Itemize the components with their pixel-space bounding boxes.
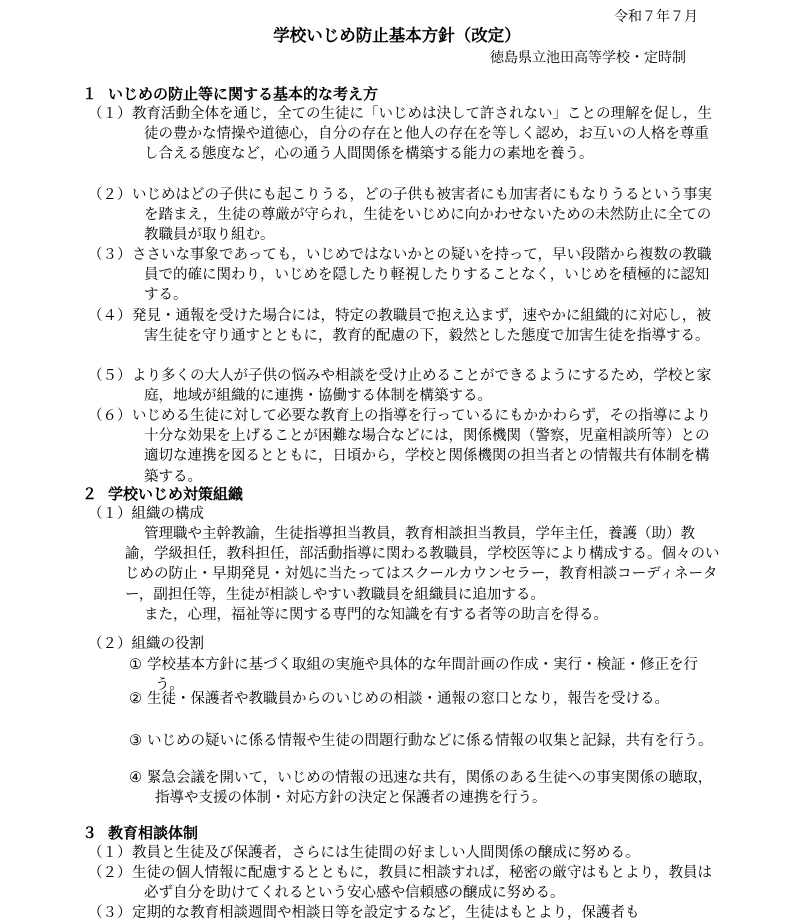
organization-advice-text: また，心理，福祉等に関する専門的な知識を有する者等の助言を得る。 — [144, 606, 608, 623]
policy-item — [88, 406, 722, 487]
policy-item — [88, 366, 722, 406]
section-heading — [82, 484, 243, 504]
item-label: （６） — [88, 408, 132, 424]
item-label: （３） — [88, 247, 132, 263]
organization-composition-text: 管理職や主幹教諭，生徒指導担当教員，教育相談担当教員，学年主任，養護（助）教諭，学級担任，教科担任，部活動指導に関わる教職員，学校医等により構成する。個々のいじめの防止・早期発見・対処に当たってはスクールカウンセラー，教育相談コーディネーター，副担任等，生徒が相談しやすい教職員を組織員に追加する。 — [125, 526, 720, 603]
item-text: いじめはどの子供にも起こりうる，どの子供も被害者にも加害者にもなりうるという事実を踏まえ，生徒の尊厳が守られ，生徒をいじめに向かわせないための未然防止に全ての教職員が取り組む。 — [132, 187, 712, 244]
counseling-item — [88, 903, 722, 923]
subsection-label: （１） — [88, 506, 132, 522]
role-text: 緊急会議を開いて，いじめの情報の迅速な共有，関係のある生徒への事実関係の聴取，指導や支援の体制・対応方針の決定と保護者の連携を行う。 — [147, 770, 713, 807]
document-title: 学校いじめ防止基本方針（改定） — [273, 26, 521, 45]
role-marker: ③ — [129, 733, 142, 749]
counseling-item — [88, 843, 722, 863]
item-text: 教員と生徒及び保護者，さらには生徒間の好ましい人間関係の醸成に努める。 — [132, 845, 640, 861]
subsection-title: 組織の役割 — [131, 636, 204, 652]
subsection-heading — [88, 634, 204, 654]
role-item — [125, 731, 721, 751]
role-text: 学校基本方針に基づく取組の実施や具体的な年間計画の作成・実行・検証・修正を行う。 — [147, 657, 698, 694]
item-label: （３） — [88, 905, 132, 921]
subsection-title: 組織の構成 — [131, 506, 204, 522]
section-number: ３ — [82, 824, 98, 842]
section-heading — [82, 84, 378, 104]
item-text: いじめる生徒に対して必要な教育上の指導を行っているにもかかわらず，その指導により十分な効果を上げることが困難な場合などには，関係機関（警察，児童相談所等）との適切な連携を図るとともに，日頃から，学校と関係機関の担当者との情報共有体制を構築する。 — [132, 408, 711, 485]
role-marker: ④ — [129, 770, 142, 786]
subsection-label: （２） — [88, 636, 132, 652]
item-text: より多くの大人が子供の悩みや相談を受け止めることができるようにするため，学校と家庭，地域が組織的に連携・協働する体制を構築する。 — [132, 368, 712, 405]
school-name: 徳島県立池田高等学校・定時制 — [490, 50, 686, 66]
item-label: （１） — [88, 845, 132, 861]
item-text: 発見・通報を受けた場合には，特定の教職員で抱え込まず，速やかに組織的に対応し，被害生徒を守り通すとともに，教育的配慮の下，毅然とした態度で加害生徒を指導する。 — [132, 308, 711, 345]
document-date: 令和７年７月 — [614, 9, 698, 25]
policy-item — [88, 185, 722, 246]
section-title: 学校いじめ対策組織 — [108, 485, 244, 503]
item-label: （２） — [88, 187, 132, 203]
item-label: （４） — [88, 308, 132, 324]
role-text: いじめの疑いに係る情報や生徒の問題行動などに係る情報の収集と記録，共有を行う。 — [147, 733, 713, 749]
policy-item — [88, 306, 722, 346]
role-item — [125, 689, 721, 709]
organization-paragraph — [125, 524, 721, 625]
role-marker: ① — [129, 657, 142, 673]
section-number: ２ — [82, 485, 98, 503]
role-marker: ② — [129, 691, 142, 707]
item-label: （１） — [88, 106, 132, 122]
policy-item — [88, 245, 722, 306]
item-text: 教育活動全体を通じ，全ての生徒に「いじめは決して許されない」ことの理解を促し，生徒の豊かな情操や道徳心，自分の存在と他人の存在を等しく認め，お互いの人格を尊重し合える態度など，心の通う人間関係を構築する能力の素地を養う。 — [132, 106, 712, 163]
item-label: （２） — [88, 865, 132, 881]
subsection-heading — [88, 504, 204, 524]
policy-item — [88, 104, 722, 165]
role-text: 生徒・保護者や教職員からのいじめの相談・通報の窓口となり，報告を受ける。 — [147, 691, 669, 707]
section-title: 教育相談体制 — [108, 824, 199, 842]
section-heading — [82, 823, 198, 843]
role-item — [125, 768, 721, 808]
counseling-item — [88, 863, 722, 903]
item-text: ささいな事象であっても，いじめではないかとの疑いを持って，早い段階から複数の教職員で的確に関わり，いじめを隠したり軽視したりすることなく，いじめを積極的に認知する。 — [132, 247, 712, 304]
item-text: 生徒の個人情報に配慮するとともに，教員に相談すれば，秘密の厳守はもとより，教員は必ず自分を助けてくれるという安心感や信頼感の醸成に努める。 — [132, 865, 712, 902]
item-label: （５） — [88, 368, 132, 384]
section-number: １ — [82, 85, 98, 103]
section-title: いじめの防止等に関する基本的な考え方 — [108, 85, 379, 103]
item-text: 定期的な教育相談週間や相談日等を設定するなど，生徒はもとより，保護者も — [132, 905, 640, 921]
